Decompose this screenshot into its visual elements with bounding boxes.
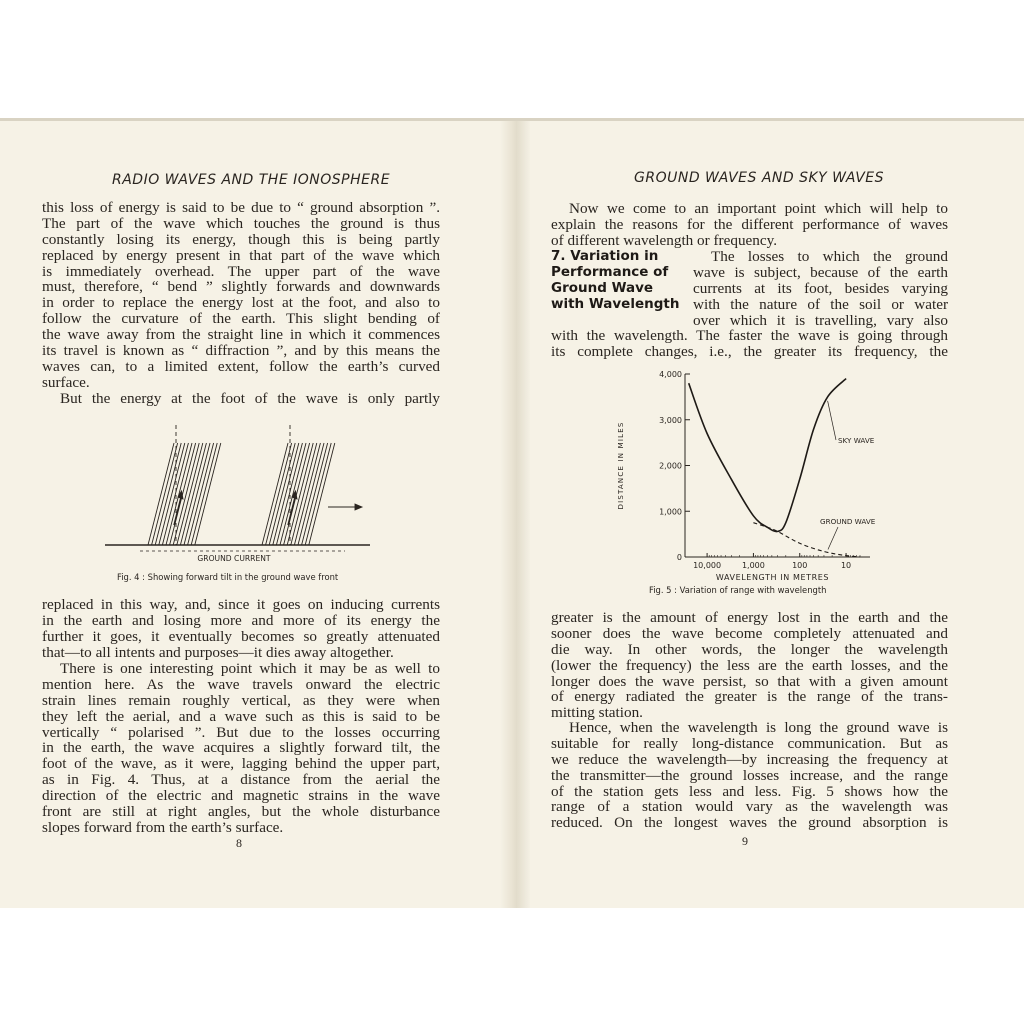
wave-front-1-arrowhead <box>178 491 183 499</box>
text-line: with the wavelength. The faster the wave is going through <box>551 327 948 344</box>
text-line: the transmitter—the ground losses increase, and the range <box>551 766 948 784</box>
y-tick-label: 4,000 <box>659 370 682 379</box>
x-tick-label: 1,000 <box>741 561 765 570</box>
right-beside-heading-text <box>693 249 948 328</box>
left-page-number: 8 <box>236 836 242 850</box>
figure-5-caption: Fig. 5 : Variation of range with wavelength <box>649 585 827 595</box>
text-line: mitting station. <box>551 704 643 722</box>
text-line: wave is subject, because of the earth <box>693 263 948 281</box>
text-line: greater is the amount of energy lost in the earth and the <box>551 609 948 626</box>
text-line: die way. In other words, the longer the wavelength <box>551 640 948 658</box>
ground-wave-line <box>753 523 860 557</box>
text-line: The part of the wave which touches the ground is thus <box>42 214 440 232</box>
text-line: that—to all intents and purposes—it dies away altogether. <box>42 643 394 661</box>
text-line: range of a station would vary as the wavelength was <box>551 798 948 816</box>
left-paragraph-1 <box>42 200 440 391</box>
section-heading-line: with Wavelength <box>551 295 680 312</box>
x-tick-label: 10 <box>840 561 852 570</box>
text-line: its travel is known as “ diffraction ”, and by this means the <box>42 342 440 360</box>
text-line: slopes forward from the earth’s surface. <box>42 818 284 836</box>
right-paragraph-2 <box>551 610 948 721</box>
text-line: currents at its foot, besides varying <box>693 279 948 297</box>
text-line: Now we come to an important point which will help to <box>569 200 948 217</box>
text-line: replaced by energy present in that part of the wave which <box>42 246 440 264</box>
text-line: we reduce the wavelength—by increasing the frequency at <box>551 750 948 768</box>
wave-front-2-arrowhead <box>292 491 297 499</box>
y-tick-label: 1,000 <box>659 507 682 517</box>
right-intro-paragraph <box>551 201 948 249</box>
book-gutter <box>500 118 530 908</box>
text-line: reduced. On the longest waves the ground absorption is <box>551 814 948 832</box>
text-line: constantly losing its energy, though this is being partly <box>42 230 440 248</box>
section-heading-line: 7. Variation in <box>551 248 659 264</box>
text-line: in the earth, the wave acquires a slightly forward tilt, the <box>42 739 440 757</box>
text-line: But the energy at the foot of the wave is only partly <box>60 390 440 407</box>
text-line: strain lines remain roughly vertical, as they were when <box>42 691 440 709</box>
left-paragraph-4 <box>42 661 440 836</box>
left-paragraph-3 <box>42 597 440 661</box>
text-line: surface. <box>42 373 90 391</box>
text-line: of energy radiated the greater is the range of the trans- <box>551 688 948 706</box>
text-line: further it goes, it eventually becomes so greatly attenuated <box>42 627 440 645</box>
ground-current-label: GROUND CURRENT <box>197 554 271 563</box>
ground-wave-leader <box>828 527 838 550</box>
text-line: with the nature of the soil or water <box>693 295 948 313</box>
figure-4-caption: Fig. 4 : Showing forward tilt in the ground wave front <box>117 572 339 582</box>
text-line: this loss of energy is said to be due to “ ground absorption ”. <box>42 199 440 216</box>
text-line: Hence, when the wavelength is long the ground wave is <box>569 719 948 736</box>
propagation-arrowhead <box>355 504 362 510</box>
text-line: direction of the electric and magnetic strains in the wave <box>42 787 440 805</box>
text-line: the wave away from the straight line in which it commences <box>42 326 440 344</box>
text-line: of different wavelength or frequency. <box>551 231 778 249</box>
left-running-head: RADIO WAVES AND THE IONOSPHERE <box>112 172 391 188</box>
text-line: vertically “ polarised ”. But due to the losses occurring <box>42 723 440 741</box>
text-line: in the earth and losing more and more of its energy the <box>42 611 440 629</box>
x-tick-label: 100 <box>792 561 808 570</box>
text-line: longer does the wave persist, so that with a given amount <box>551 672 948 690</box>
y-tick-label: 3,000 <box>659 415 682 425</box>
page-top-edge <box>0 118 1024 121</box>
text-line: must, therefore, “ bend ” slightly forwards and downwards <box>42 278 440 296</box>
right-running-head: GROUND WAVES AND SKY WAVES <box>634 170 885 186</box>
text-line: in order to replace the energy lost at the foot, and also to <box>42 294 440 312</box>
section-heading-line: Ground Wave <box>551 279 654 296</box>
section-heading-line: Performance of <box>551 263 669 280</box>
figure-4-diagram <box>100 425 375 565</box>
text-line: as in Fig. 4. Thus, at a distance from the aerial the <box>42 771 440 789</box>
x-axis-label: WAVELENGTH IN METRES <box>715 573 830 582</box>
text-line: over which it is travelling, vary also <box>693 311 948 329</box>
text-line: The losses to which the ground <box>711 248 948 265</box>
y-axis-label: DISTANCE IN MILES <box>617 421 625 510</box>
text-line: (lower the frequency) the less are the earth losses, and the <box>551 656 948 674</box>
text-line: front are still at right angles, but the whole disturbance <box>42 803 440 821</box>
text-line: mention here. As the wave travels onward the electric <box>42 675 440 693</box>
text-line: of the station gets less and less. Fig. 5 shows how the <box>551 782 948 800</box>
right-paragraph-3 <box>551 720 948 831</box>
text-line: its complete changes, i.e., the greater its frequency, the <box>551 342 948 360</box>
right-paragraph-continued <box>551 328 948 360</box>
section-7-heading <box>551 249 687 313</box>
text-line: sooner does the wave become completely attenuated and <box>551 624 948 642</box>
text-line: follow the curvature of the earth. This slight bending of <box>42 310 440 328</box>
text-line: suitable for really long-distance communication. But as <box>551 734 948 752</box>
text-line: There is one interesting point which it may be as well to <box>60 660 440 677</box>
text-line: they left the aerial, and a wave such as this is said to be <box>42 707 440 725</box>
text-line: waves can, to a limited extent, follow the earth’s curved <box>42 357 440 375</box>
text-line: explain the reasons for the different performance of waves <box>551 215 948 233</box>
ground-wave-label: GROUND WAVE <box>820 517 876 526</box>
right-page-number: 9 <box>742 834 748 848</box>
y-tick-label: 0 <box>676 553 682 562</box>
text-line: replaced in this way, and, since it goes on inducing currents <box>42 596 440 613</box>
text-line: foot of the wave, as it were, lagging behind the upper part, <box>42 755 440 773</box>
sky-wave-line <box>689 379 846 532</box>
left-paragraph-2 <box>42 391 440 407</box>
sky-wave-label: SKY WAVE <box>838 436 875 445</box>
text-line: is immediately overhead. The upper part of the wave <box>42 262 440 280</box>
sky-wave-leader <box>828 401 836 440</box>
figure-5-chart <box>610 364 900 584</box>
y-tick-label: 2,000 <box>659 461 682 471</box>
x-tick-label: 10,000 <box>693 561 722 570</box>
